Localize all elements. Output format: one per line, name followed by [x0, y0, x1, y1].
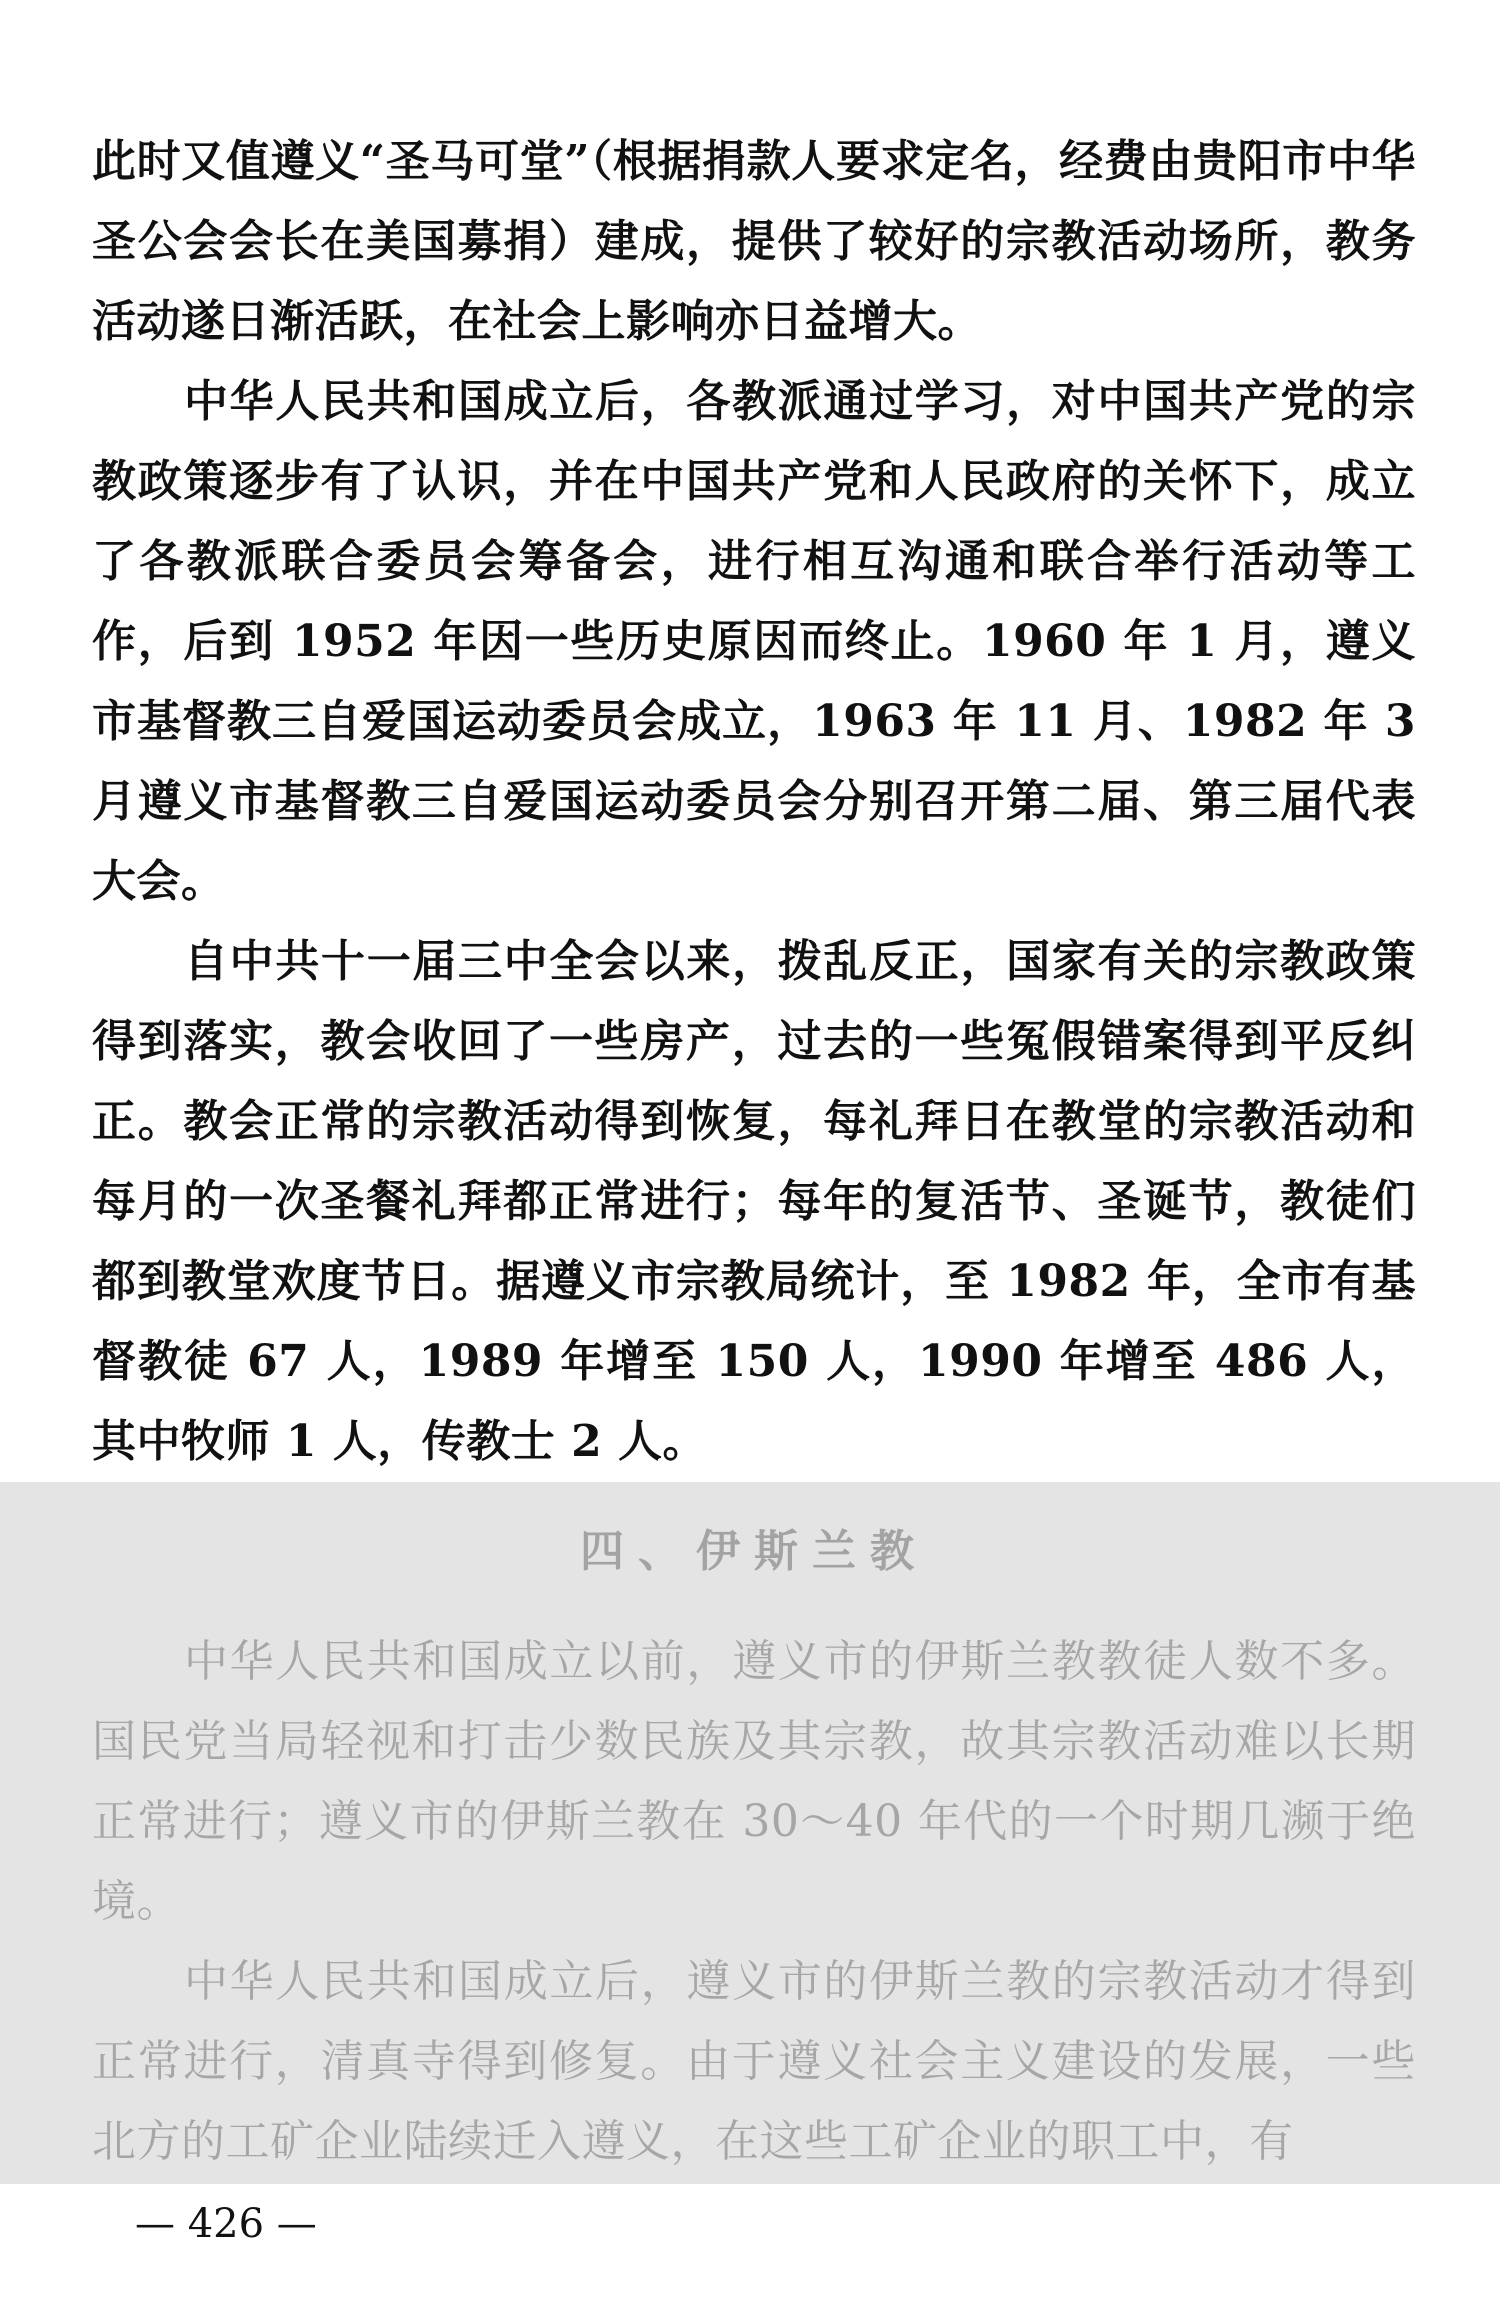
- paragraph-1: 此时又值遵义“圣马可堂”（根据捐款人要求定名，经费由贵阳市中华圣公会会长在美国募捐）建成，提供了较好的宗教活动场所，教务活动遂日渐活跃，在社会上影响亦日益增大。: [92, 136, 1416, 347]
- paragraph-2: 中华人民共和国成立后，各教派通过学习，对中国共产党的宗教政策逐步有了认识，并在中国共产党和人民政府的关怀下，成立了各教派联合委员会筹备会，进行相互沟通和联合举行活动等工作，后到 1952 年因一些历史原因而终止。1960 年 1 月，遵义市基督教三自爱国运动委员会成立，1963 年 11 月、1982 年 3 月遵义市基督教三自爱国运动委员会分别召开第二届、第三届代表大会。: [92, 376, 1416, 907]
- paragraph-3: 自中共十一届三中全会以来，拨乱反正，国家有关的宗教政策得到落实，教会收回了一些房产，过去的一些冤假错案得到平反纠正。教会正常的宗教活动得到恢复，每礼拜日在教堂的宗教活动和每月的一次圣餐礼拜都正常进行；每年的复活节、圣诞节，教徒们都到教堂欢度节日。据遵义市宗教局统计，至 1982 年，全市有基督教徒 67 人，1989 年增至 150 人，1990 年增至 486 人，其中牧师 1 人，传教士 2 人。: [92, 936, 1416, 1467]
- section-title: 四、伊斯兰教: [580, 1526, 928, 1577]
- section-content: [92, 1482, 1416, 2182]
- page-number: — 426 —: [135, 2201, 317, 2247]
- shaded-section: [0, 1482, 1500, 2184]
- main-text: [92, 122, 1416, 1482]
- section-paragraph-1: 中华人民共和国成立以前，遵义市的伊斯兰教教徒人数不多。国民党当局轻视和打击少数民族及其宗教，故其宗教活动难以长期正常进行；遵义市的伊斯兰教在 30～40 年代的一个时期几濒于绝境。: [92, 1636, 1416, 1927]
- section-paragraph-2: 中华人民共和国成立后，遵义市的伊斯兰教的宗教活动才得到正常进行，清真寺得到修复。由于遵义社会主义建设的发展，一些北方的工矿企业陆续迁入遵义，在这些工矿企业的职工中，有: [92, 1956, 1416, 2167]
